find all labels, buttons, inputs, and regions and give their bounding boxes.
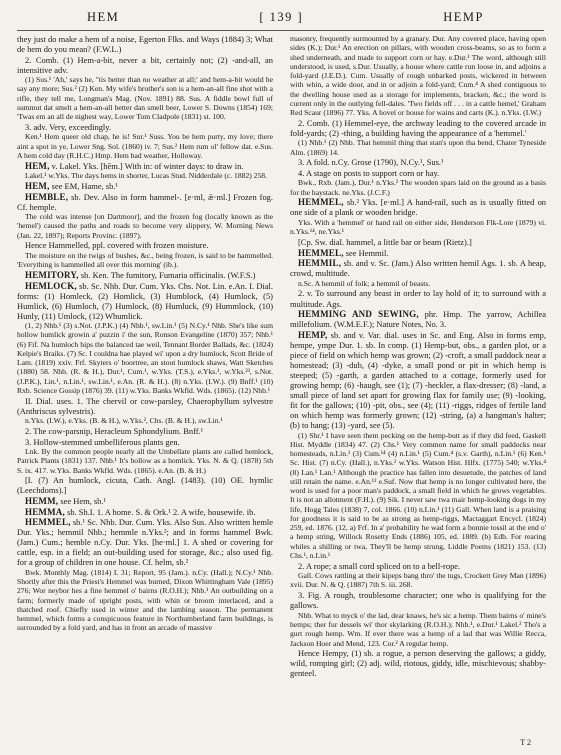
entry-text: n.Yks. (I.W.), e.Yks. (B. & H.), w.Yks.², Chs. (B. & H.), sw.Lin.¹	[25, 416, 223, 426]
entry-paragraph	[17, 122, 273, 132]
headword: HEMBLE,	[25, 191, 69, 202]
entry-text: Bwk. Monthly Mag. (1814) I. 31; Report, 95 (Jam.). n.Cy. (Hall.); N.Cy.¹ Nhb. Shortly after this the Priest's Hemmel was burned, Dixon Whittingham Vale (1895) 276; Wor neybor hes a fine hemmel o' bairns (R.O.H.); Nhb.¹ An outbuilding on a farm; formerly made of upright posts, with whin or broom interlaced, and a thatched roof. Chiefly used in winter and the lambing season. The permanent hemmel, which forms a conspicuous feature in Northumberland farm buildings, is surrounded by a fold yard, and has in front an arcade of massive	[17, 567, 273, 633]
entry-text: The cold was intense [on Dartmoor], and the frozen fog (locally known as the 'hemel') caused the paths and roads to become very slippery, W. Morning News (Jan. 22, 1897); Reports Provinc. (1897).	[17, 212, 273, 240]
entry-paragraph	[290, 237, 546, 247]
entry-paragraph	[290, 118, 546, 138]
entry-text: sb. and v. Var. dial. uses in Sc. and Eng. Also in forms emp, hempe, ympe Dur. 1. sb. In comp. (1) Hemp-but, obs., a garden plot, or a piece of field on which hemp was grown; (2) -croft, a small paddock near a homestead; (3) -dub, (4) -dyke, a small pond or pit in which hemp is steeped; (5) -garth, a garden attached to a cottage, formerly used for growing hemp; (6) -haugh, see (1); (7) -heckler, a flax-dresser; (8) -land, a small piece of land set apart for growing flax for family use; (9) -looking, fit for the gallows; (10) -pit, obs., see (4); (11) -riggs, ridges of fertile land on which hemp was formerly grown; (12) -string, (a) a hangman's halter; (b) to hang; (13) -yard, see (5).	[290, 329, 546, 431]
headword: HEMMING AND SEWING,	[298, 309, 419, 320]
headword: HEMMA,	[25, 506, 65, 517]
entry-paragraph	[17, 75, 273, 121]
entry-paragraph	[290, 34, 546, 117]
entry-text: masonry, frequently surmounted by a granary. Dur. Any covered place, having open sides (K.); Dur.¹ An erection on pillars, with wooden cross-beams, so as to form a shed underneath, and made to support corn or hay. e.Dur.¹ The word, although still understood, is used, s.Dur. Usually, a house where cattle run loose in, and adjoins a fold-yard (J.E.D.). Cum. Usually of rough unbarked posts, wickered in between with whin, a wide door, and in or adjoin a fold-yard; Cum.⁴ A shed contiguous to the dwelling house used as a storage for implements, bracken, &c.; the word is current only in the outlying fell-dales. 'Two fields off . . . in a cattle hemel,' Graham Red Scaur (1896) 77. Yks. A hovel or house for wains and carts (K.). n.Yks. (I.W.)	[290, 34, 546, 117]
entry-text: v. Lakel. Yks. [hĕm.] With in: of winter days: to draw in.	[51, 160, 244, 171]
entry-text: (1, 2) Nhb.¹ (3) s.Not. (J.P.K.) (4) Nhb.¹, sw.Lin.¹ (5) N.Cy.¹ Nhb. She's like sum hollow humlick growin a' puzzin i' the sun, Ronson Evangeline (1870) 357; Nhb.¹ (6) Fif. Na humloch hips the balanced tae weil, Tennant Border Ballads, &c. (1824) Kelpie's Braiks. (7) Sc. I couldna hae played wi' upon a dry humlock, Scott Bride of Lam. (1819) xxiv. Frf. Skyters o' boortree, an stout humlock shaws, Watt Sketches (1880) 58. Nhb. (R. & H.), Dur.¹, Cum.¹, w.Yks. (T.S.), e.Yks.¹, w.Yks.²³, s.Not. (J.P.K.), Lin.¹, n.Lin.¹, sw.Lin.¹, e.An. (R. & H.). (8) n.Yks. (I.W.). (9) Bnff.¹ (10) Rxb. Science Gossip (1876) 39. (11) w.Yks. Banks Wkfld. Wds. (1865). (12) Nhb.¹	[17, 321, 273, 395]
entry-paragraph	[290, 178, 546, 197]
entry-text: II. Dial. uses. 1. The chervil or cow-parsley, Chaerophyllum sylvestre (Anthriscus sylvestris).	[17, 395, 273, 416]
entry-text: sb. Dev. Also in form hammel-. [e·ml, ǣ·ml.] Frozen fog. Cf. hemple.	[17, 191, 273, 212]
entry-paragraph	[17, 437, 273, 447]
entry-paragraph	[17, 416, 273, 425]
headword: HEM,	[25, 181, 50, 192]
entry-paragraph	[290, 168, 546, 178]
entry-text: The moisture on the twigs of bushes, &c., being frozen, is said to be hammelled. 'Everything is hammelled all over this morning' (ib.).	[17, 250, 273, 270]
entry-paragraph	[17, 192, 273, 212]
entry-paragraph	[290, 157, 546, 167]
entry-paragraph	[290, 197, 546, 217]
entry-text: Hence Hammelled, ppl. covered with frozen moisture.	[25, 240, 209, 251]
entry-text: sb. Sh.I. 1. A home. S. & Ork.¹ 2. A wife, housewife. ib.	[67, 506, 256, 517]
entry-text: 2. v. To surround any beast in order to lay hold of it; to surround with a multitude. Ags.	[290, 288, 546, 309]
page-number: [ 139 ]	[259, 9, 304, 24]
entry-text: sb. and v. Sc. (Jam.) Also written hemil Ags. 1. sb. A heap, crowd, multitude.	[290, 258, 546, 279]
entry-text: Gall. Cows rattling at their kipeps bang thro' the tugs, Crockett Grey Man (1896) xvii. Dur. N. & Q. (1887) 7th S. iii. 268.	[290, 571, 546, 590]
entry-text: Lnk. By the common people nearly all the Umbellate plants are called hemlock, Patrick Plants (1831) 137. Nhb.¹ It's hollow as a homlick. Yks. N. & Q. (1878) 5th S. ix. 417. w.Yks. Banks Wkfld. Wds. (1865). e.An. (B. & H.)	[17, 447, 273, 475]
entry-paragraph	[290, 288, 546, 308]
entry-paragraph	[290, 279, 546, 288]
entry-paragraph	[290, 218, 546, 237]
entry-text: Nhb. What to myck o' the lad, dear knaws, he's sic a hemp. Them bairns o' mine's hemps; ther fur dessels wi' thor skylarking (R.O.H.); Nhb.¹, e.Dur.¹ Lakel.² Tho's a gurt rough hemp. Wm. If ever there was a hemp of a lad that was Willie Recca, Jackson Hoer and Mend, 123. Cor.² A regular hemp.	[290, 610, 546, 648]
signature-mark: T 2	[520, 738, 531, 747]
headword: HEMMEL,	[298, 247, 344, 258]
entry-text: [Cp. Sw. dial. hammel, a little bar or beam (Rietz).]	[298, 237, 472, 248]
entry-paragraph	[17, 34, 273, 54]
entry-paragraph	[17, 132, 273, 160]
entry-paragraph	[17, 396, 273, 416]
entry-paragraph	[17, 281, 273, 321]
entry-paragraph	[17, 496, 273, 506]
headword: HEMLOCK,	[25, 280, 77, 291]
entry-paragraph	[290, 138, 546, 157]
entry-text: Bwk., Rxb. (Jam.), Dur.¹ n.Yks.² The wooden spars laid on the ground as a basis for the haystack. ne.Yks. (J.C.F.)	[290, 178, 546, 197]
headword: HEMMEL,	[298, 197, 344, 208]
entry-text: 3. Hollow-stemmed umbelliferous plants gen.	[25, 436, 180, 447]
entry-text: [I. (7) An humlock, cicuta, Cath. Angl. (1483). (10) OE. hymlic (Leechdoms).]	[17, 475, 273, 496]
entry-text: see Hemmil.	[345, 247, 389, 258]
entry-paragraph	[290, 431, 546, 561]
headword: HEMM,	[25, 495, 59, 506]
entry-paragraph	[17, 426, 273, 436]
entry-text: 2. Comb. (1) Hemmel-eye, the archway leading to the covered arcade in fold-yards; (2) -thing, a building having the appearance of a 'hemmel.'	[290, 117, 546, 138]
entry-paragraph	[290, 561, 546, 571]
header-rule	[17, 30, 544, 31]
entry-text: 3. A fold. n.Cy. Grose (1790), N.Cy.¹, Sus.¹	[298, 157, 444, 168]
entry-text: 3. adv. Very, exceedingly.	[25, 121, 112, 132]
entry-paragraph	[290, 258, 546, 278]
entry-paragraph	[17, 240, 273, 250]
headword: HEMMIL,	[298, 258, 342, 269]
entry-paragraph	[17, 270, 273, 280]
left-column	[17, 34, 273, 736]
entry-text: Yks. With a 'hemmel' or hand rail on either side, Henderson Flk-Lore (1879) vi. n.Yks.¹⁴, ne.Yks.¹	[290, 218, 546, 237]
entry-text: 4. A stage on posts to support corn or hay.	[298, 167, 440, 178]
entry-paragraph	[17, 55, 273, 75]
entry-paragraph	[290, 330, 546, 430]
entry-text: Ken.¹ Hem queer old chap, he is! Sur.¹ Suss. You be hem purty, my love; there aint a spot in ye, Lower Sng. Sol. (1860) iv. 7; Sus.² Hem rum ol' fellow dat. e.Sus. A hem cold day (R.H.C.) Hmp. Hem bad weather, Holloway.	[17, 132, 273, 160]
entry-text: sb.¹ Sc. Nhb. Dur. Cum. Yks. Also Sus. Also written hemle Dur. Yks.; hemmil Nhb.; hemmle n.Yks.²; and in forms hammel Bwk. (Jam.) Cum.; hemble n.Cy. Dur. Yks. [he·ml.] 1. A shed or covering for cattle, esp. in a field; an out-building used for storage, &c.; also used fig. for a group of children in one house. Cf. helm, sb.²	[17, 517, 273, 568]
headword: HEM,	[25, 160, 50, 171]
entry-paragraph	[17, 171, 273, 180]
headword: HEMMEL,	[25, 517, 71, 528]
entry-paragraph	[17, 517, 273, 567]
entry-paragraph	[17, 321, 273, 395]
entry-text: see Hem, sb.¹	[60, 495, 107, 506]
entry-paragraph	[17, 251, 273, 270]
entry-paragraph	[290, 648, 546, 678]
entry-paragraph	[17, 212, 273, 240]
header-right-guideword: HEMP	[443, 9, 484, 24]
entry-text: they just do make a hem of a noise, Egerton Flks. and Ways (1884) 3; What de hem do you mean? (F.W.L.)	[17, 34, 273, 55]
entry-paragraph	[290, 309, 546, 329]
entry-text: sb.² Yks. [e·ml.] A hand-rail, such as is usually fitted on one side of a plank or wooden bridge.	[290, 197, 546, 218]
entry-paragraph	[17, 161, 273, 171]
entry-text: Lakel.¹ w.Yks. The days hems in shorter, Lucas Stud. Nidderdale (c. 1882) 258.	[25, 171, 267, 181]
entry-text: see EM, Hame, sb.¹	[51, 181, 118, 192]
entry-text: n.Sc. A hemmil of folk; a hemmil of beasts.	[298, 278, 431, 288]
entry-text: sb. Sc. Nhb. Dur. Cum. Yks. Chs. Not. Lin. e.An. I. Dial. forms: (1) Homleck, (2) Homlick, (3) Humblock, (4) Humlock, (5) Humlick, (6) Humloch, (7) Humlock, (8) Humluck, (9) Hummlock, (10) Hunly, (11) Umlock, (12) Whumlick.	[17, 280, 273, 321]
right-column	[290, 34, 546, 736]
entry-text: phr. Hmp. The yarrow, Achillea millefolium. (W.M.E.F.); Nature Notes, No. 3.	[290, 309, 546, 330]
entry-paragraph	[17, 447, 273, 475]
headword: HEMP,	[298, 329, 328, 340]
entry-paragraph	[17, 568, 273, 633]
header-left-guideword: HEM	[87, 9, 120, 24]
entry-paragraph	[290, 571, 546, 590]
entry-text: (1) Shr.¹ I have seen them pecking on the hemp-butt as if they did feed, Gaskell Hist. Myddle (1834) 47. (2) Chs.¹ Very common name for small paddocks near homesteads, n.Lin.¹ (3) Cum.¹⁴ (4) n.Lin.¹ (5) Cum.⁴ (s.v. Garth), n.Lin.¹ (6) Ken.¹ Sc. Hist. (7) n.Cy. (Hall.), n.Yks.² w.Yks. Watson Hist. Hlfx. (1775) 540; w.Yks.⁴ (8) Lan.¹ Lan.¹ Although the practice has fallen into desuetude, the patches of land still retain the name. e.An.¹² e.Suf. Now that hemp is no longer cultivated here, the word is used for a poor man's paddock, a small field in which he grows vegetables. It is not an allotment (F.H.). (9) Sik. I never saw twa mair hemp-looking dogs in my life, Hogg Tales (1838) 7, col. 1866. (10) n.Lin.¹ (11) Gall. When land is a praising for goodness it is said to be as strong as hemp-riggs, Mactaggart Encycl. (1824) 259, ed. 1876. (12, a) Frf. In a' probability he wad form a bonnie tossil at the end o' a hemp string, Willock Rosetty Ends (1886) 105, ed. 1889. (b) Edb. For rearing whiles a shilling or twa, They'll be hemp strung, Liddle Poems (1821) 153. (13) Chs.¹, n.Lin.¹	[290, 430, 546, 560]
entry-text: 2. Comb. (1) Hem-a-bit, never a bit, certainly not; (2) -and-all, an intensitive adv.	[17, 54, 273, 75]
entry-text: (1) Sus.¹ 'Ah,' says he, ''tis better than no weather at all;' and hem-a-bit would he say any more; Sus.² (2) Ken. My wife's brother's son is a hem-an-all fine shot with a rifle, they tell me, Longman's Mag. (Nov. 1891) 88. Sus. A fiddle bowl full of summut dat smelt a hem-an-all better dan smell beer, Lower S. Downs (1854) 169; 'Twas em an all de nighest way, Lower Tom Cladpole (1831) st. 100.	[17, 75, 273, 122]
entry-paragraph	[290, 590, 546, 610]
entry-paragraph	[17, 507, 273, 517]
entry-text: Hence Hempy, (1) sb. a rogue, a person deserving the gallows; a giddy, wild, romping girl; (2) adj. wild, riotous, giddy, idle, mischievous; shabby-genteel.	[290, 648, 546, 679]
entry-paragraph	[17, 475, 273, 495]
entry-text: 3. Fig. A rough, troublesome character; one who is qualifying for the gallows.	[290, 590, 546, 611]
entry-paragraph	[17, 181, 273, 191]
entry-text: 2. The cow-parsnip, Heracleum Sphondylium. Bnff.¹	[25, 426, 204, 437]
entry-paragraph	[290, 611, 546, 648]
entry-text: 2. A rope; a small cord spliced on to a bell-rope.	[298, 560, 461, 571]
entry-text: sb. Ken. The fumitory, Fumaria officinalis. (W.F.S.)	[80, 269, 256, 280]
headword: HEMITORY,	[25, 269, 79, 280]
entry-text: (1) Nhb.¹ (2) Nhb. That hemmil thing that stan's upon tha bend, Chater Tyneside Alm. (1869) 14.	[290, 138, 546, 157]
entry-paragraph	[290, 248, 546, 258]
running-header	[17, 6, 544, 28]
